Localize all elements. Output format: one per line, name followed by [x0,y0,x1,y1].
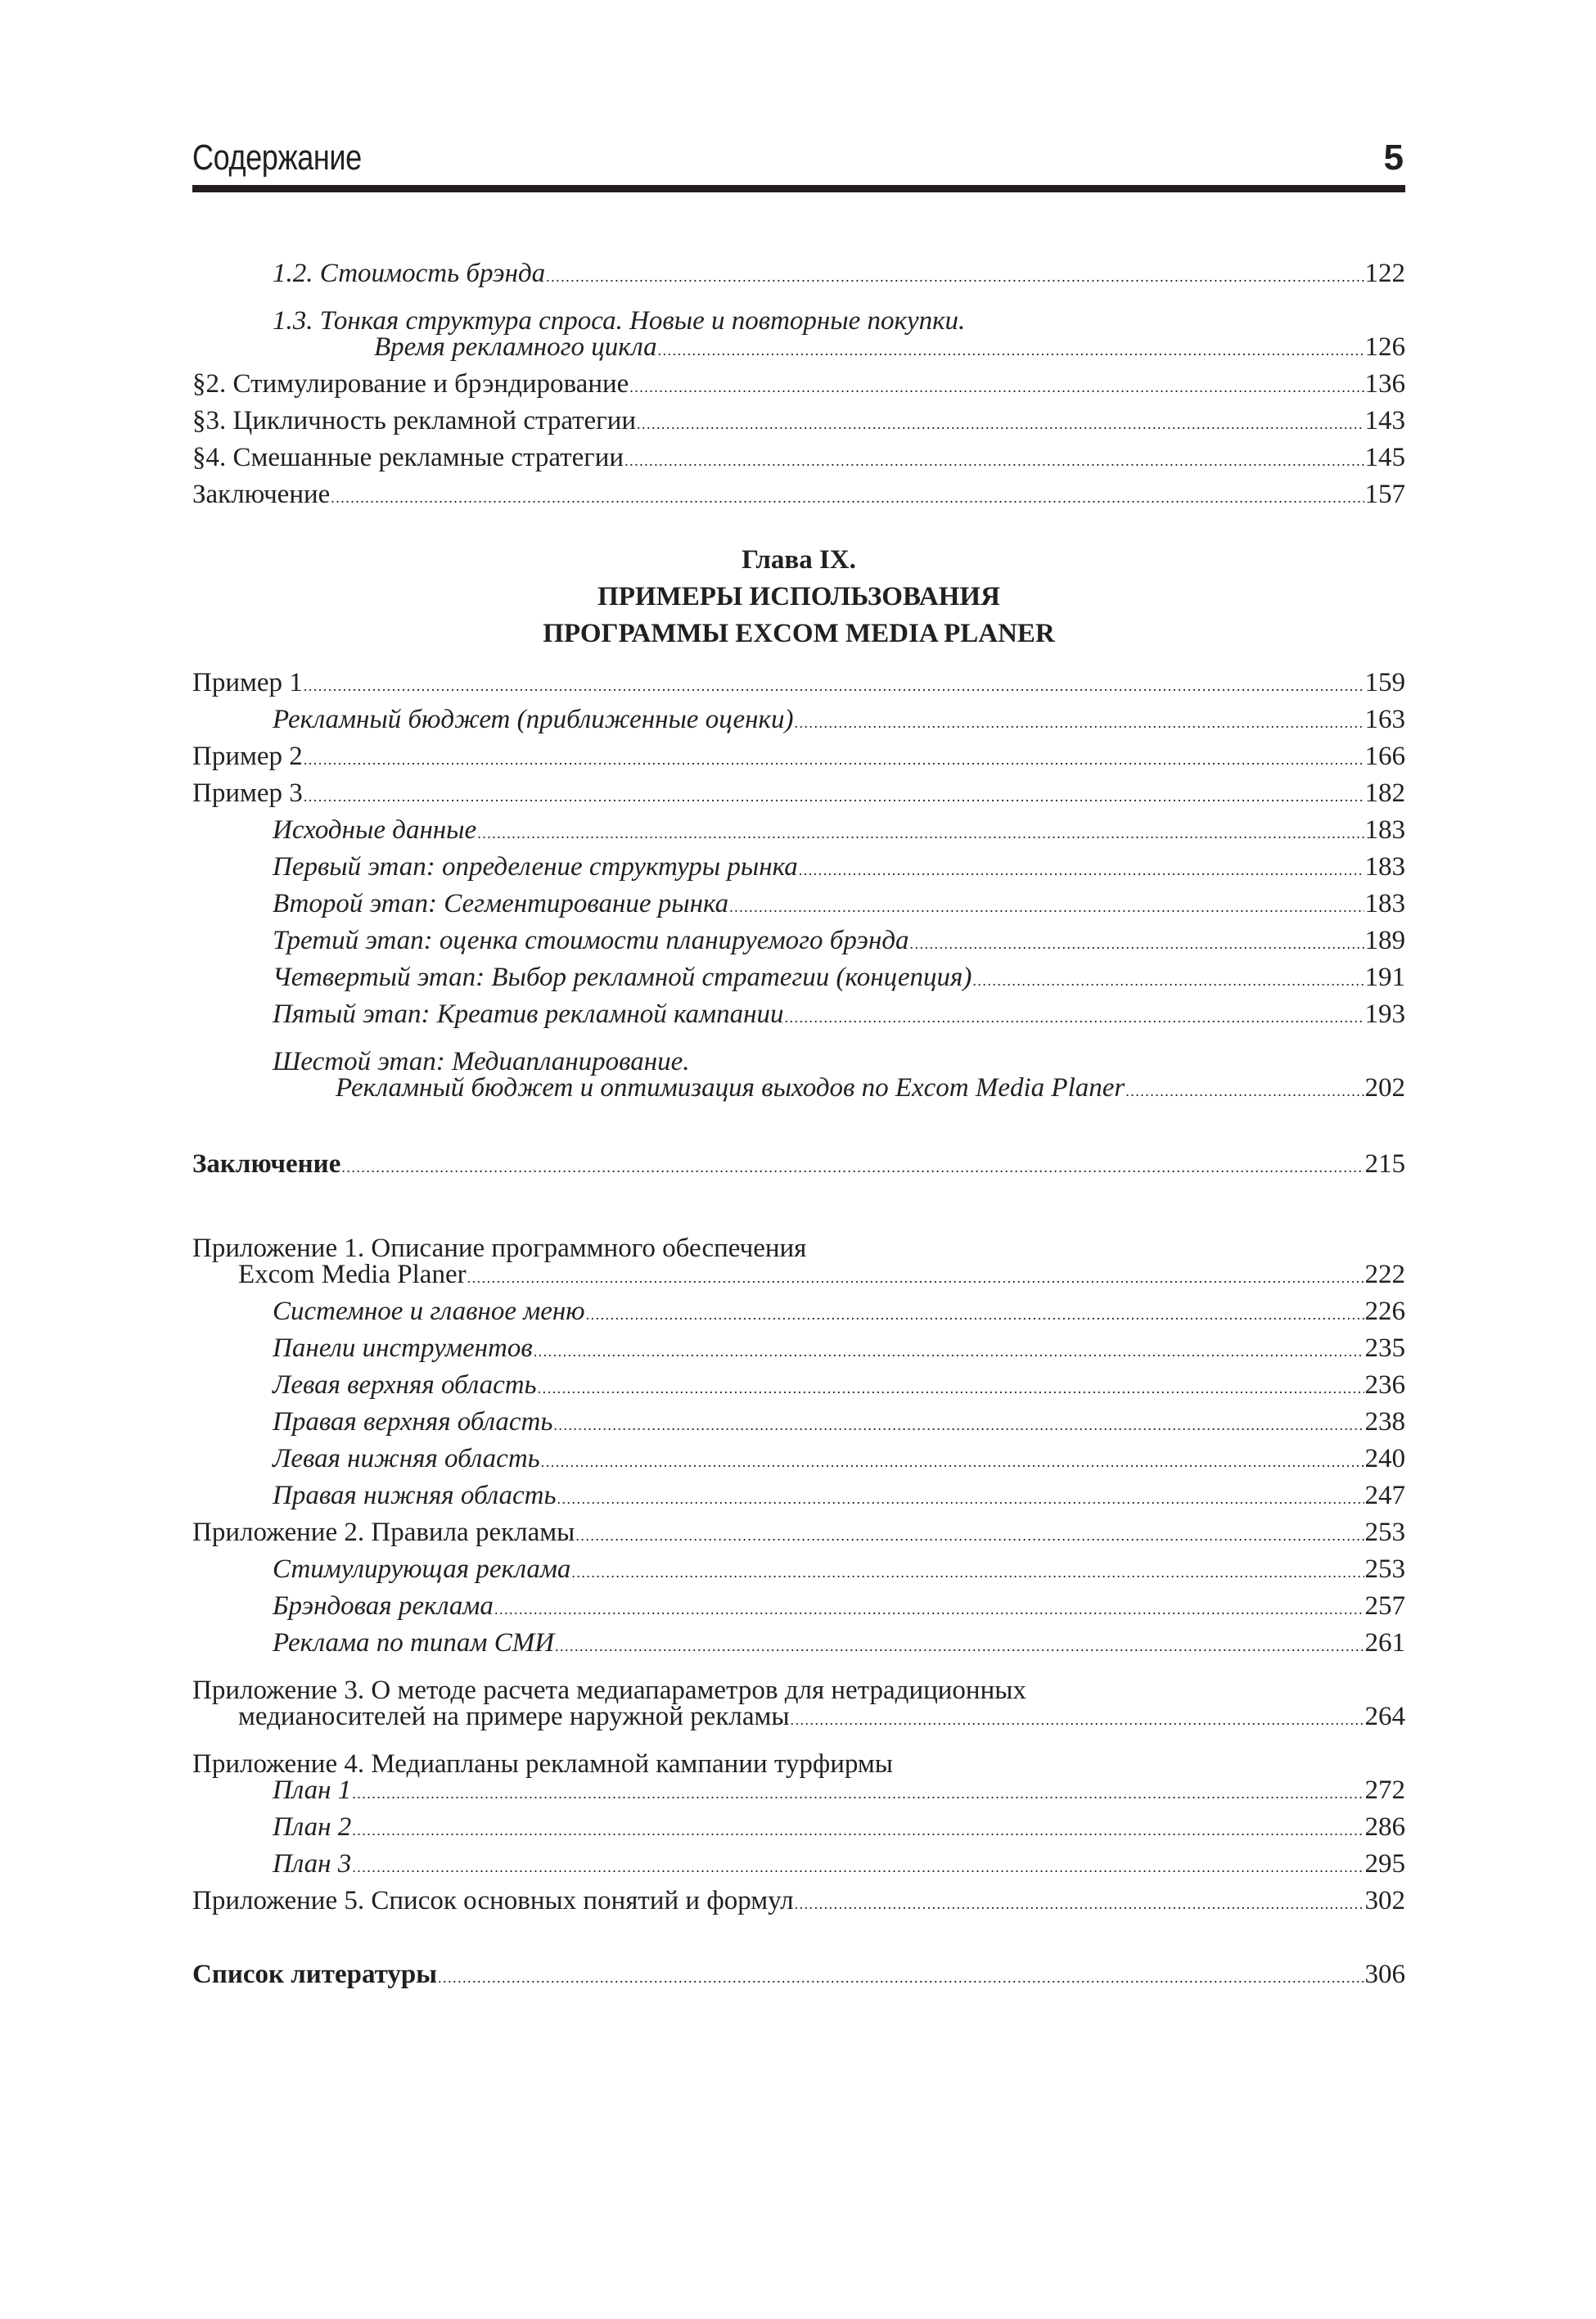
toc-entry[interactable] [192,996,1405,1033]
dot-leader [555,1628,1364,1665]
toc-entry[interactable] [192,959,1405,996]
chapter-title-line1: ПРИМЕРЫ ИСПОЛЬЗОВАНИЯ [597,582,1000,611]
toc-entry[interactable] [192,255,1405,292]
dot-leader [546,259,1364,296]
dot-leader [691,1033,1404,1070]
toc-entry-title: План 2 [273,1812,352,1842]
toc-entry-title: §4. Смешанные рекламные стратегии [192,443,624,472]
toc-entry-page: 236 [1364,1370,1405,1400]
toc-entry-title: Исходные данные [273,815,477,845]
running-header [192,131,1404,188]
toc-entry[interactable] [192,1625,1405,1662]
toc-entry[interactable] [192,476,1405,513]
toc-entry-page: 163 [1364,705,1405,734]
toc-entry[interactable] [192,665,1405,702]
dot-leader [658,332,1364,369]
toc-entry-title: Приложение 1. Описание программного обеспечения [192,1234,807,1263]
dot-leader [304,742,1364,778]
toc-entry[interactable] [192,292,1405,336]
toc-entry-title: Правая верхняя область [273,1407,553,1437]
toc-entry-page: 261 [1364,1628,1405,1658]
toc-entry[interactable] [192,329,1405,366]
dot-leader [624,443,1364,480]
dot-leader [629,369,1364,406]
toc-entry-title: Excom Media Planer [238,1260,467,1289]
toc-entry-title: 1.2. Стоимость брэнда [273,259,546,288]
chapter-label: Глава IX. [742,545,856,575]
running-header-title: Содержание [192,138,362,178]
toc-entry[interactable] [192,738,1405,775]
page-number: 5 [1383,138,1404,178]
toc-entry-page: 202 [1364,1073,1405,1103]
dot-leader [966,292,1404,329]
toc-entry[interactable] [192,1220,1405,1263]
dot-leader [438,1960,1364,1996]
dot-leader [341,1149,1364,1186]
toc-entry-page: 122 [1364,259,1405,288]
toc-entry-page: 215 [1364,1149,1405,1179]
toc-entry[interactable] [192,1404,1405,1441]
toc-entry-title: Приложение 4. Медиапланы рекламной кампании турфирмы [192,1749,893,1779]
toc-entry-page: 157 [1364,480,1405,509]
toc-entry-title: 1.3. Тонкая структура спроса. Новые и повторные покупки. [273,306,966,336]
toc-entry-page: 286 [1364,1812,1405,1842]
toc-entry[interactable] [192,1809,1405,1846]
dot-leader [477,815,1364,852]
dot-leader [571,1554,1364,1591]
toc-entry-title: Пример 2 [192,742,303,771]
dot-leader [799,852,1364,889]
dot-leader [467,1260,1364,1297]
toc-entry-page: 191 [1364,963,1405,992]
toc-entry[interactable] [192,1330,1405,1367]
toc-entry-page: 253 [1364,1554,1405,1584]
toc-entry-title: Рекламный бюджет (приближенные оценки) [273,705,794,734]
dot-leader [575,1518,1364,1554]
toc-entry-title: Рекламный бюджет и оптимизация выходов по Excom Media Planer [336,1073,1125,1103]
toc-entry[interactable] [192,1735,1405,1779]
toc-entry[interactable] [192,1033,1405,1076]
toc-entry[interactable] [192,440,1405,476]
toc-entry-title: Заключение [192,480,331,509]
toc-entry[interactable] [192,1551,1405,1588]
toc-entry-page: 193 [1364,999,1405,1029]
toc-entry-page: 183 [1364,889,1405,918]
dot-leader [894,1735,1404,1772]
toc-entry-title: Стимулирующая реклама [273,1554,571,1584]
dot-leader [304,778,1364,815]
dot-leader [910,926,1364,963]
toc-entry[interactable] [192,775,1405,812]
toc-entry-title: Второй этап: Сегментирование рынка [273,889,729,918]
dot-leader [586,1297,1364,1333]
toc-entry-page: 182 [1364,778,1405,808]
toc-entry-title: Пример 1 [192,668,303,697]
toc-entry-page: 189 [1364,926,1405,955]
dot-leader [541,1444,1364,1481]
dot-leader [352,1775,1364,1812]
toc-entry-title: Приложение 3. О методе расчета медиапараметров для нетрадиционных [192,1676,1026,1705]
toc-entry[interactable] [192,1070,1405,1107]
toc-entry-page: 159 [1364,668,1405,697]
toc-entry-title: медианосителей на примере наружной рекламы [238,1702,790,1731]
toc-entry[interactable] [192,849,1405,886]
dot-leader [352,1812,1364,1849]
toc-entry[interactable] [192,1956,1405,1993]
toc-entry[interactable] [192,923,1405,959]
chapter-title-line2: ПРОГРАММЫ EXCOM MEDIA PLANER [543,619,1055,648]
dot-leader [1125,1073,1364,1110]
toc-entry-page: 126 [1364,332,1405,362]
toc-entry[interactable] [192,1846,1405,1883]
toc-entry[interactable] [192,1441,1405,1478]
dot-leader [637,406,1364,443]
toc-entry-page: 183 [1364,815,1405,845]
toc-entry-title: Правая нижняя область [273,1481,557,1510]
dot-leader [794,705,1364,742]
toc-entry[interactable] [192,1772,1405,1809]
toc-entry[interactable] [192,702,1405,738]
toc-entry-page: 136 [1364,369,1405,399]
dot-leader [1027,1662,1404,1699]
dot-leader [807,1220,1404,1257]
dot-leader [557,1481,1364,1518]
toc-entry[interactable] [192,886,1405,923]
dot-leader [791,1702,1364,1739]
toc-entry[interactable] [192,1588,1405,1625]
dot-leader [795,1886,1364,1923]
toc-entry-title: Левая верхняя область [273,1370,537,1400]
toc-entry-title: §3. Цикличность рекламной стратегии [192,406,637,435]
toc-entry-title: Системное и главное меню [273,1297,585,1326]
toc-entry-title: Заключение [192,1149,341,1179]
toc-entry-title: Четвертый этап: Выбор рекламной стратегии (концепция) [273,963,972,992]
toc-entry-page: 183 [1364,852,1405,882]
toc-entry[interactable] [192,1662,1405,1705]
toc-entry-page: 222 [1364,1260,1405,1289]
dot-leader [785,999,1364,1036]
toc-entry-page: 238 [1364,1407,1405,1437]
toc-entry-page: 247 [1364,1481,1405,1510]
dot-leader [534,1333,1364,1370]
toc-entry-page: 145 [1364,443,1405,472]
dot-leader [972,963,1364,999]
toc-entry-page: 264 [1364,1702,1405,1731]
toc-entry-page: 143 [1364,406,1405,435]
toc-entry-page: 257 [1364,1591,1405,1621]
toc-entry-title: Панели инструментов [273,1333,533,1363]
toc-entry[interactable] [192,1146,1405,1183]
toc-entry-page: 226 [1364,1297,1405,1326]
dot-leader [494,1591,1364,1628]
toc-entry-title: Брэндовая реклама [273,1591,494,1621]
toc-entry[interactable] [192,1883,1405,1920]
toc-entry-title: Время рекламного цикла [374,332,657,362]
toc-entry-title: Пример 3 [192,778,303,808]
dot-leader [304,668,1364,705]
toc-entry-title: Пятый этап: Креатив рекламной кампании [273,999,784,1029]
toc-entry-title: Список литературы [192,1960,438,1989]
toc-entry-title: Приложение 5. Список основных понятий и формул [192,1886,794,1915]
toc-entry-title: План 1 [273,1775,352,1805]
toc-entry[interactable] [192,1514,1405,1551]
toc-entry-page: 240 [1364,1444,1405,1473]
toc-entry-title: Приложение 2. Правила рекламы [192,1518,575,1547]
toc-entry-page: 302 [1364,1886,1405,1915]
toc-entry[interactable] [192,1293,1405,1330]
toc-entry[interactable] [192,1478,1405,1514]
toc-entry-page: 295 [1364,1849,1405,1879]
toc-entry-title: Левая нижняя область [273,1444,540,1473]
toc-entry-page: 253 [1364,1518,1405,1547]
dot-leader [352,1849,1364,1886]
dot-leader [729,889,1364,926]
toc-entry[interactable] [192,366,1405,403]
dot-leader [553,1407,1364,1444]
toc-entry-page: 235 [1364,1333,1405,1363]
toc-entry-title: Третий этап: оценка стоимости планируемого брэнда [273,926,909,955]
toc-entry[interactable] [192,1257,1405,1293]
toc-entry-title: Первый этап: определение структуры рынка [273,852,798,882]
toc-entry[interactable] [192,812,1405,849]
toc-entry[interactable] [192,1367,1405,1404]
toc-entry-title: Реклама по типам СМИ [273,1628,555,1658]
toc-entry-page: 166 [1364,742,1405,771]
dot-leader [331,480,1364,517]
toc-entry-page: 306 [1364,1960,1405,1989]
toc-entry-page: 272 [1364,1775,1405,1805]
toc-entry-title: §2. Стимулирование и брэндирование [192,369,629,399]
header-rule [192,185,1405,192]
toc-entry-title: Шестой этап: Медиапланирование. [273,1047,690,1076]
toc-entry[interactable] [192,403,1405,440]
dot-leader [538,1370,1364,1407]
toc-entry[interactable] [192,1699,1405,1735]
toc-entry-title: План 3 [273,1849,352,1879]
